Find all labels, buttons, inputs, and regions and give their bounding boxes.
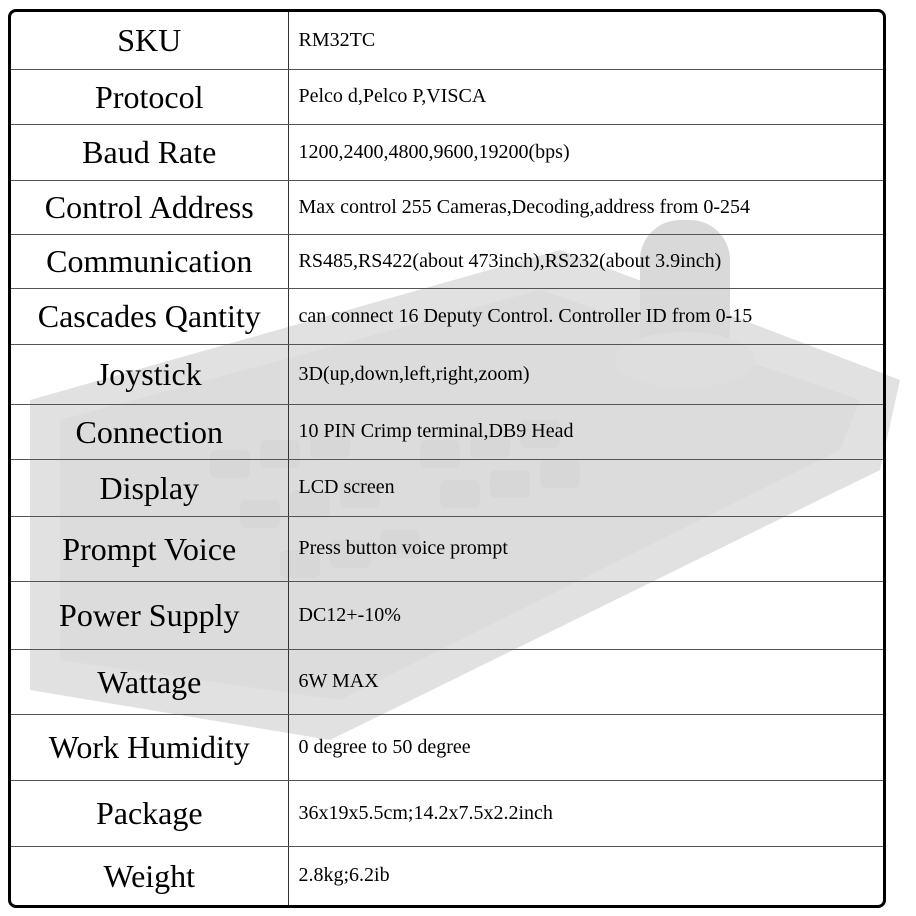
spec-value: Press button voice prompt [288, 516, 883, 581]
spec-table [11, 12, 883, 905]
spec-row-joystick [11, 344, 883, 404]
spec-value: LCD screen [288, 459, 883, 516]
spec-label: Joystick [11, 344, 288, 404]
spec-value: 36x19x5.5cm;14.2x7.5x2.2inch [288, 780, 883, 846]
spec-row-control-address [11, 180, 883, 234]
spec-label: SKU [11, 12, 288, 69]
spec-row-sku [11, 12, 883, 69]
spec-label: Power Supply [11, 581, 288, 649]
spec-sheet [8, 9, 886, 908]
spec-value: Max control 255 Cameras,Decoding,address from 0-254 [288, 180, 883, 234]
spec-row-prompt-voice [11, 516, 883, 581]
spec-value: 2.8kg;6.2ib [288, 846, 883, 905]
spec-label: Wattage [11, 649, 288, 714]
spec-label: Prompt Voice [11, 516, 288, 581]
spec-row-protocol [11, 69, 883, 124]
spec-value: 1200,2400,4800,9600,19200(bps) [288, 124, 883, 180]
spec-value: Pelco d,Pelco P,VISCA [288, 69, 883, 124]
spec-value: RM32TC [288, 12, 883, 69]
spec-row-cascades-quantity [11, 288, 883, 344]
spec-label: Communication [11, 234, 288, 288]
spec-value: 6W MAX [288, 649, 883, 714]
spec-label: Work Humidity [11, 714, 288, 780]
spec-row-package [11, 780, 883, 846]
spec-label: Weight [11, 846, 288, 905]
spec-row-weight [11, 846, 883, 905]
spec-label: Control Address [11, 180, 288, 234]
spec-value: 3D(up,down,left,right,zoom) [288, 344, 883, 404]
spec-value: RS485,RS422(about 473inch),RS232(about 3.9inch) [288, 234, 883, 288]
spec-label: Baud Rate [11, 124, 288, 180]
spec-label: Display [11, 459, 288, 516]
spec-row-communication [11, 234, 883, 288]
spec-label: Connection [11, 404, 288, 459]
spec-value: 10 PIN Crimp terminal,DB9 Head [288, 404, 883, 459]
spec-row-work-humidity [11, 714, 883, 780]
spec-row-display [11, 459, 883, 516]
spec-label: Protocol [11, 69, 288, 124]
spec-value: 0 degree to 50 degree [288, 714, 883, 780]
spec-label: Package [11, 780, 288, 846]
spec-row-baud-rate [11, 124, 883, 180]
spec-row-wattage [11, 649, 883, 714]
spec-value: can connect 16 Deputy Control. Controller ID from 0-15 [288, 288, 883, 344]
spec-value: DC12+-10% [288, 581, 883, 649]
spec-row-connection [11, 404, 883, 459]
spec-label: Cascades Qantity [11, 288, 288, 344]
spec-row-power-supply [11, 581, 883, 649]
